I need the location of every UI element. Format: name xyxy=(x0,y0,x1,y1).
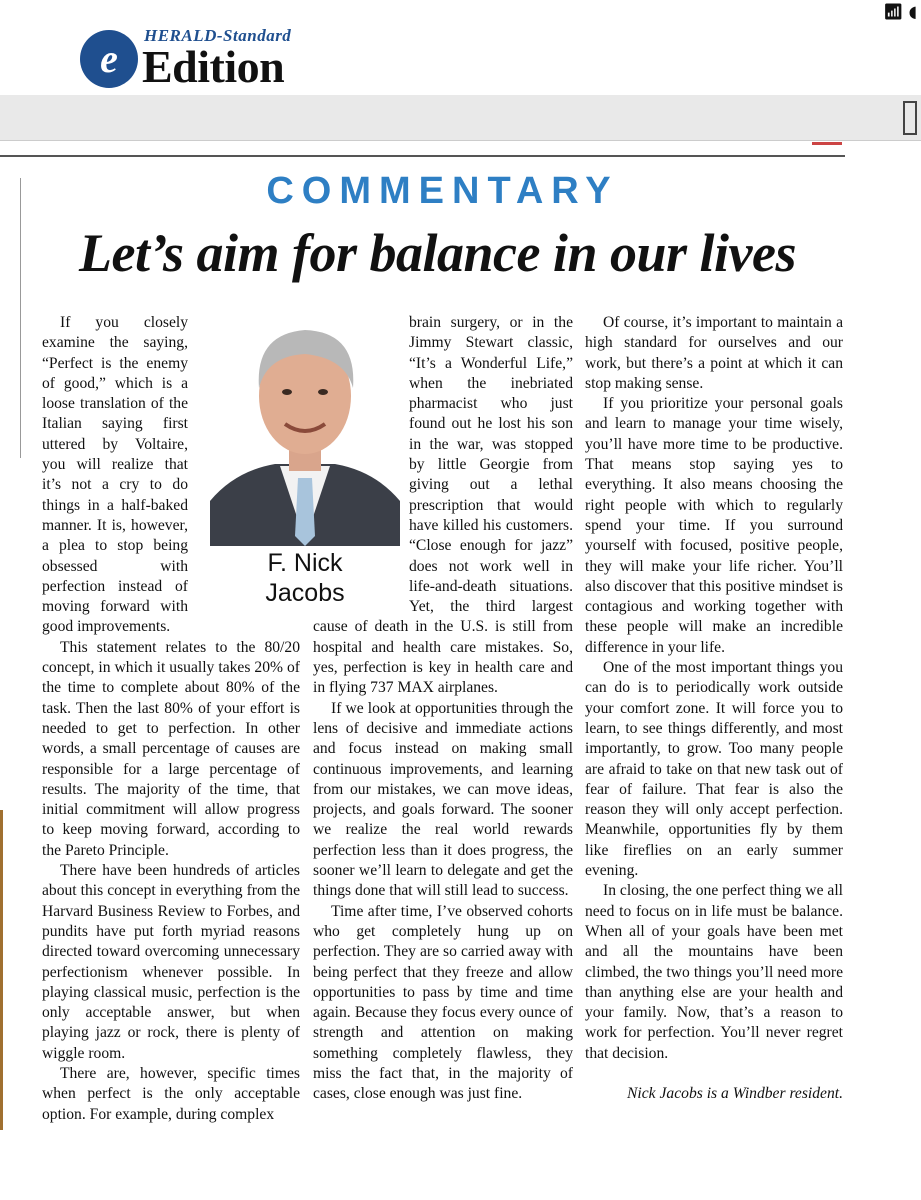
edition-label: Edition xyxy=(142,41,285,92)
status-bar xyxy=(883,2,917,21)
section-label xyxy=(40,170,845,213)
paragraph: brain surgery, or in the Jimmy Stewart classic, “It’s a Wonderful Life,” when the inebriated pharmacist who just found out he lost his son in the war, was stopped by little Georgie from giving out a lethal prescription that would have killed his customers. “Close enough for jazz” does not work well in life-and-death situations. Yet, the third largest cause of death in the U.S. is still from hospital and health care mistakes. So, yes, perfection is key in health care and in flying 737 MAX airplanes. xyxy=(313,314,573,697)
left-margin-line xyxy=(20,178,21,458)
battery-icon: ◖ xyxy=(908,2,917,21)
author-byline: Nick Jacobs is a Windber resident. xyxy=(627,1084,843,1102)
paragraph: Time after time, I’ve observed cohorts who get completely hung up on perfection. They are so carried away with being perfect that they freeze and allow opportunities to pass by time and time again. Because they focus every ounce of strength and attention on making something completely flawless, they miss the fact that, in the majority of cases, close enough was just fine. xyxy=(313,902,573,1103)
paragraph: There are, however, specific times when perfect is the only acceptable option. For example, during complex xyxy=(42,1064,300,1123)
paragraph: There have been hundreds of articles about this concept in everything from the Harvard Business Review to Forbes, and pundits have put forth myriad reasons directed toward overcoming unnecessary perfectionism whenever possible. In playing classical music, perfection is the only acceptable answer, but when playing jazz or rock, there is plenty of wiggle room. xyxy=(42,862,300,1062)
author-portrait-image xyxy=(205,306,405,546)
author-photo xyxy=(205,306,405,616)
viewer-toolbar[interactable] xyxy=(0,95,921,141)
wifi-icon: 📶︎ xyxy=(883,2,904,21)
paragraph: In closing, the one perfect thing we all need to focus on in life must be balance. When all of your goals have been met and all the mountains have been climbed, the two things you’ll need more than anything else are your health and your family. Now, that’s a reason to work for perfection. You’ll never regret that decision. xyxy=(585,882,843,1062)
paragraph: This statement relates to the 80/20 concept, in which it usually takes 20% of the time to complete about 80% of the task. Then the last 80% of your effort is needed to get to perfection. In other words, a small percentage of causes are responsible for a large percentage of results. The majority of the time, that initial commitment will allow progress to keep moving forward, according to the Pareto Principle. xyxy=(42,638,300,859)
author-first-name: F. Nick xyxy=(267,549,343,577)
author-name-caption xyxy=(205,548,405,608)
paragraph: If you prioritize your personal goals and learn to manage your time wisely, you’ll have more time to be productive. That means stop saying yes to everything. It also means choosing the right people with which to regularly spend your time. If you surround yourself with focused, positive people, they will make your life richer. You’ll also discover that this positive mindset is contagious and working together with these people will make an incredible difference in your life. xyxy=(585,395,843,656)
paragraph: If we look at opportunities through the lens of decisive and immediate actions and focus instead on making small continuous improvements, and learning from our mistakes, we can move ideas, projects, and goals forward. The sooner we realize the real world rewards perfection less than it does progress, the sooner we’ll learn to delegate and get the things done that will still lead to success. xyxy=(313,699,573,900)
headline: Let’s aim for balance in our lives xyxy=(79,223,796,283)
herald-standard-logo[interactable] xyxy=(80,26,340,96)
e-logo-icon: e xyxy=(80,30,138,88)
paragraph: If you closely examine the saying, “Perfect is the enemy of good,” which is a loose translation of the Italian saying first uttered by Voltaire, you will realize that it’s not a cry to do things in a half-baked manner. It is, however, a plea to stop being obsessed with perfection instead of moving forward with good improvements. xyxy=(42,314,188,636)
left-margin-edge xyxy=(0,810,3,1130)
paragraph: One of the most important things you can do is to periodically work outside your comfort zone. It will force you to learn, to see things differently, and most importantly, to grow. Too many people are afraid to take on that new task out of fear of failure. That fear is also the reason they will only accept perfection. Meanwhile, opportunities fly by them like fireflies on an early summer evening. xyxy=(585,659,843,880)
publisher-name: HERALD-Standard xyxy=(144,26,292,45)
page-view-icon[interactable] xyxy=(903,101,917,135)
page-divider xyxy=(0,155,845,157)
page-edge-mark xyxy=(812,142,842,145)
app-header xyxy=(0,0,921,95)
author-last-name: Jacobs xyxy=(265,579,345,607)
paragraph: Of course, it’s important to maintain a high standard for ourselves and our work, but there’s a point at which it can stop making sense. xyxy=(585,314,843,392)
article-column-3 xyxy=(585,313,843,1104)
section-label-text: COMMENTARY xyxy=(266,170,619,212)
